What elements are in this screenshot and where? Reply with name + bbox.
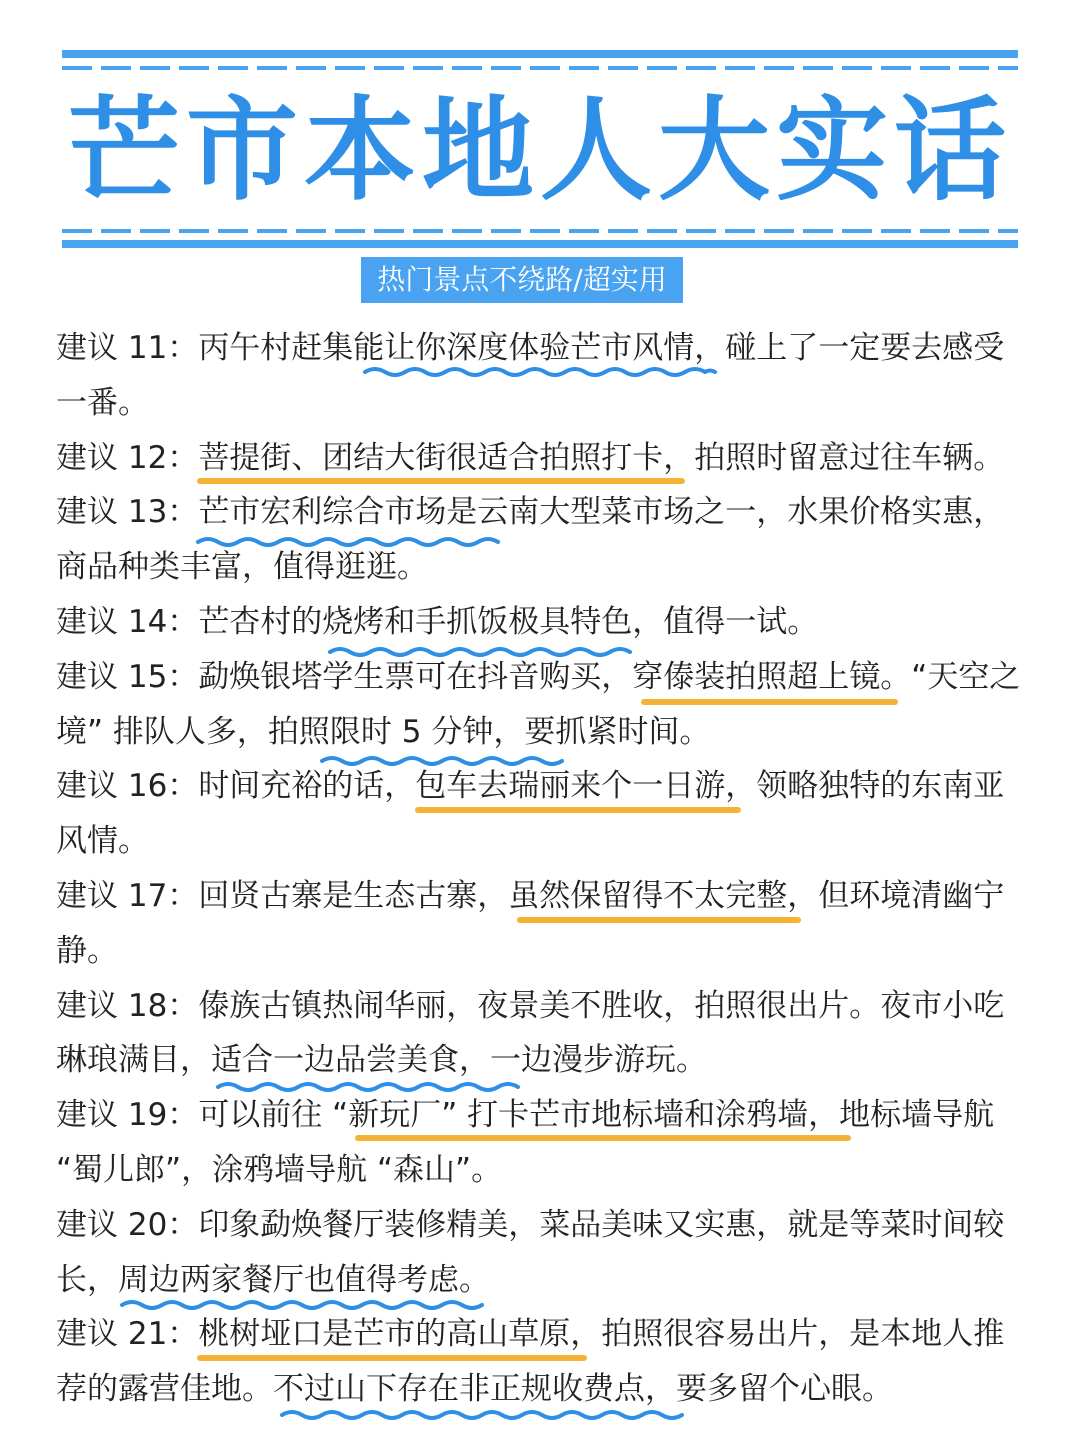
tip-text: 时间充裕的话，包车去瑞丽来个一日游，领略独特的东南亚风情。	[56, 768, 1005, 860]
tip-text: 回贤古寨是生态古寨，虽然保留得不太完整，但环境清幽宁静。	[56, 877, 1005, 969]
subtitle-badge: 热门景点不绕路/超实用	[361, 257, 683, 303]
tip-14	[56, 595, 1031, 650]
tip-label: 建议 14：	[56, 603, 199, 640]
tip-13	[56, 485, 1031, 595]
tip-19	[56, 1088, 1031, 1198]
tip-text: 勐焕银塔学生票可在抖音购买，穿傣装拍照超上镜。“天空之境” 排队人多，拍照限时 5 分钟，要抓紧时间。	[56, 658, 1021, 750]
tip-11	[56, 321, 1031, 431]
tip-text: 印象勐焕餐厅装修精美，菜品美味又实惠，就是等菜时间较长，周边两家餐厅也值得考虑。	[56, 1206, 1005, 1298]
tip-text: 可以前往 “新玩厂” 打卡芒市地标墙和涂鸦墙，地标墙导航 “蜀儿郎”，涂鸦墙导航 “森山”。	[56, 1097, 995, 1188]
tip-12	[56, 431, 1031, 486]
tip-20	[56, 1198, 1031, 1308]
tip-label: 建议 16：	[56, 768, 199, 805]
tip-text: 芒市宏利综合市场是云南大型菜市场之一，水果价格实惠，商品种类丰富，值得逛逛。	[56, 494, 1005, 586]
tip-text: 丙午村赶集能让你深度体验芒市风情，碰上了一定要去感受一番。	[56, 330, 1005, 421]
tip-label: 建议 13：	[56, 494, 199, 531]
tip-17	[56, 869, 1031, 979]
tip-16	[56, 759, 1031, 869]
tip-label: 建议 17：	[56, 877, 199, 914]
tip-label: 建议 19：	[56, 1097, 199, 1134]
tip-text: 菩提街、团结大街很适合拍照打卡，拍照时留意过往车辆。	[198, 439, 1005, 476]
title-frame-top-bar	[62, 50, 1018, 58]
tip-text: 傣族古镇热闹华丽，夜景美不胜收，拍照很出片。夜市小吃琳琅满目，适合一边品尝美食，一边漫步游玩。	[56, 987, 1005, 1079]
tip-label: 建议 20：	[56, 1206, 199, 1243]
tip-label: 建议 18：	[56, 987, 199, 1024]
tip-21	[56, 1307, 1031, 1417]
tip-text: 桃树垭口是芒市的高山草原，拍照很容易出片，是本地人推荐的露营佳地。不过山下存在非正规收费点，要多留个心眼。	[56, 1316, 1005, 1408]
title-frame-bottom-bar	[62, 240, 1018, 248]
tip-label: 建议 21：	[56, 1316, 199, 1353]
tip-18	[56, 979, 1031, 1089]
tips-list	[56, 321, 1031, 1417]
tip-15	[56, 650, 1031, 760]
tip-label: 建议 15：	[56, 658, 199, 695]
tip-text: 芒杏村的烧烤和手抓饭极具特色，值得一试。	[198, 603, 819, 640]
tip-label: 建议 11：	[56, 330, 199, 366]
tip-label: 建议 12：	[56, 439, 199, 476]
page-title: 芒市本地人大实话	[68, 86, 1012, 216]
